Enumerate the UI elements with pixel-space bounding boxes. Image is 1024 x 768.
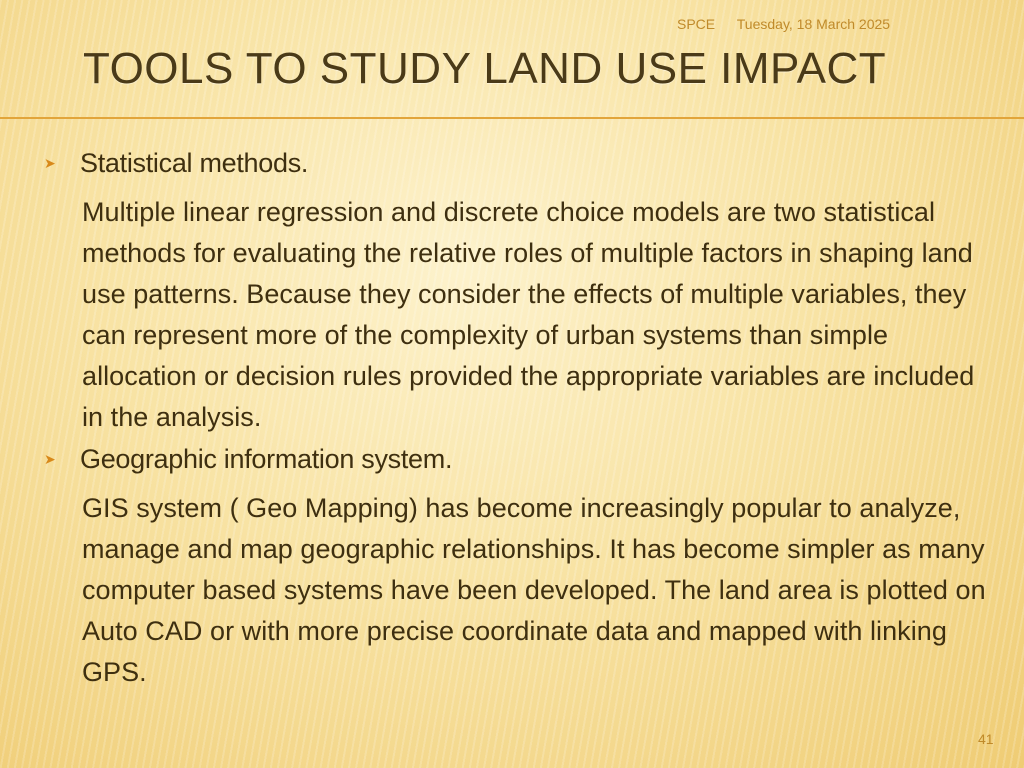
arrow-bullet-icon: ➤ bbox=[44, 155, 56, 171]
section-heading-text: Statistical methods. bbox=[80, 148, 309, 178]
slide-content bbox=[44, 142, 994, 693]
slide-title: TOOLS TO STUDY LAND USE IMPACT bbox=[83, 44, 887, 93]
section-gis bbox=[44, 438, 994, 693]
arrow-bullet-icon: ➤ bbox=[44, 451, 56, 467]
section-heading bbox=[44, 438, 994, 480]
org-label: SPCE bbox=[677, 16, 716, 32]
section-statistical-methods bbox=[44, 142, 994, 438]
date-label: Tuesday, 18 March 2025 bbox=[736, 16, 891, 32]
section-heading bbox=[44, 142, 994, 184]
section-body-text: GIS system ( Geo Mapping) has become increasingly popular to analyze, manage and map geographic relationships. It has become simpler as many computer based systems have been developed. The land area is plotted on Auto CAD or with more precise coordinate data and mapped with linking GPS. bbox=[82, 493, 986, 687]
section-heading-text: Geographic information system. bbox=[80, 444, 453, 474]
slide-header-meta bbox=[677, 16, 908, 32]
page-number: 41 bbox=[978, 731, 994, 747]
title-divider bbox=[0, 117, 1024, 119]
section-body-text: Multiple linear regression and discrete choice models are two statistical methods for evaluating the relative roles of multiple factors in shaping land use patterns. Because they consider the effects of multiple variables, they can represent more of the complexity of urban systems than simple allocation or decision rules provided the appropriate variables are included in the analysis. bbox=[82, 197, 975, 432]
